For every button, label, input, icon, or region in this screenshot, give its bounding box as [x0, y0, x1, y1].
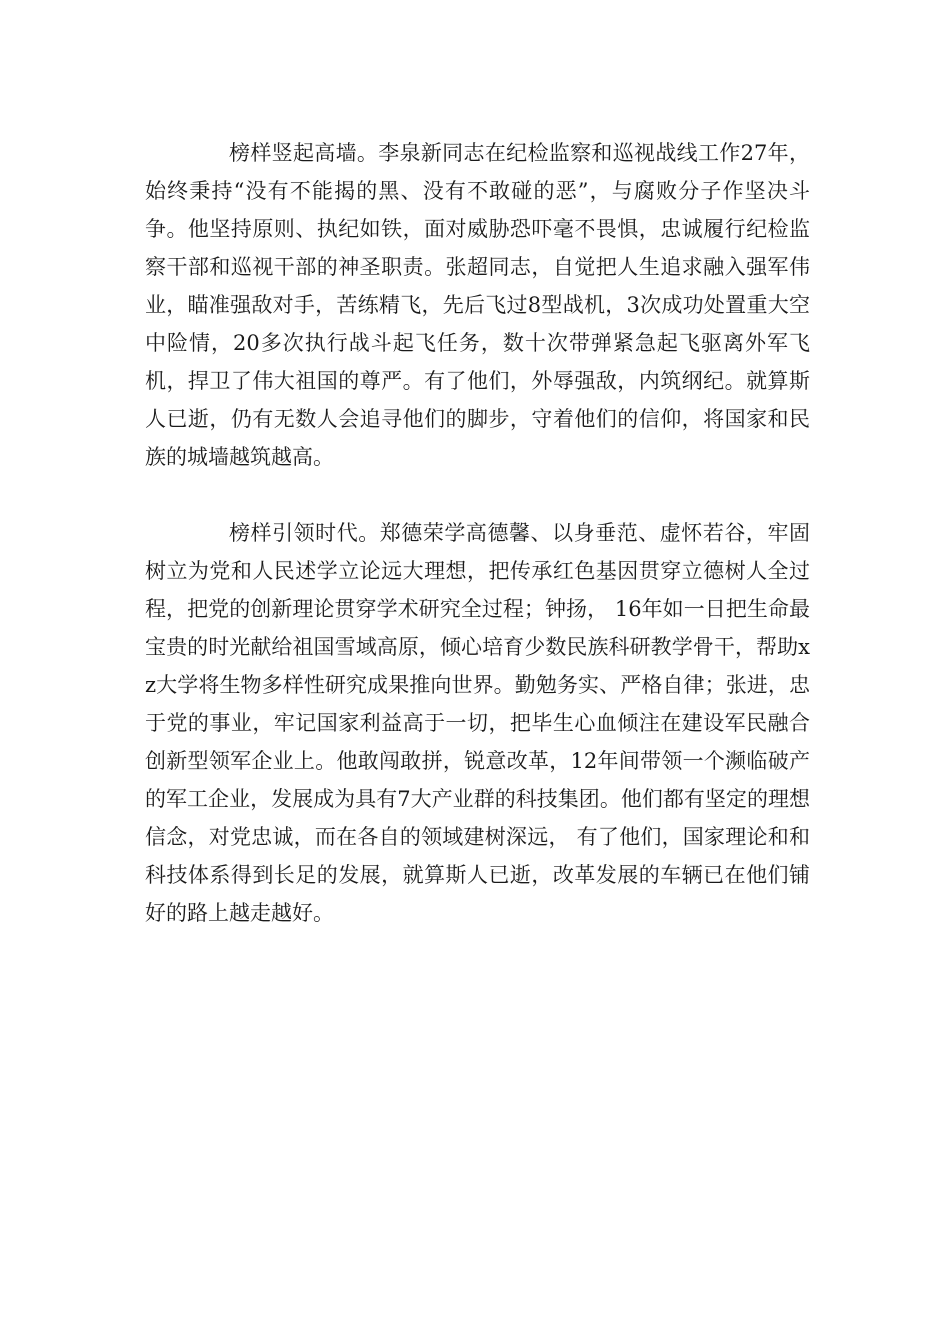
paragraph-role-models-wall: 榜样竖起高墙。李泉新同志在纪检监察和巡视战线工作27年，始终秉持“没有不能揭的黑、没有不敢碰的恶”，与腐败分子作坚决斗争。他坚持原则、执纪如铁，面对威胁恐吓毫不畏惧，忠诚履行纪检监察干部和巡视干部的神圣职责。张超同志，自觉把人生追求融入强军伟业，瞄准强敌对手，苦练精飞，先后飞过8型战机，3次成功处置重大空中险情，20多次执行战斗起飞任务，数十次带弹紧急起飞驱离外军飞机，捍卫了伟大祖国的尊严。有了他们，外辱强敌，内筑纲纪。就算斯人已逝，仍有无数人会追寻他们的脚步，守着他们的信仰，将国家和民族的城墙越筑越高。: [145, 141, 810, 469]
document-body: [145, 134, 810, 932]
paragraph-role-models-era: 榜样引领时代。郑德荣学高德馨、以身垂范、虚怀若谷，牢固树立为党和人民述学立论远大理想，把传承红色基因贯穿立德树人全过程，把党的创新理论贯穿学术研究全过程；钟扬， 16年如一日把生命最宝贵的时光献给祖国雪域高原，倾心培育少数民族科研教学骨干，帮助xz大学将生物多样性研究成果推向世界。勤勉务实、严格自律；张进，忠于党的事业，牢记国家利益高于一切，把毕生心血倾注在建设军民融合创新型领军企业上。他敢闯敢拼，锐意改革，12年间带领一个濒临破产的军工企业，发展成为具有7大产业群的科技集团。他们都有坚定的理想信念，对党忠诚，而在各自的领域建树深远， 有了他们，国家理论和和科技体系得到长足的发展，就算斯人已逝，改革发展的车辆已在他们铺好的路上越走越好。: [145, 521, 810, 925]
